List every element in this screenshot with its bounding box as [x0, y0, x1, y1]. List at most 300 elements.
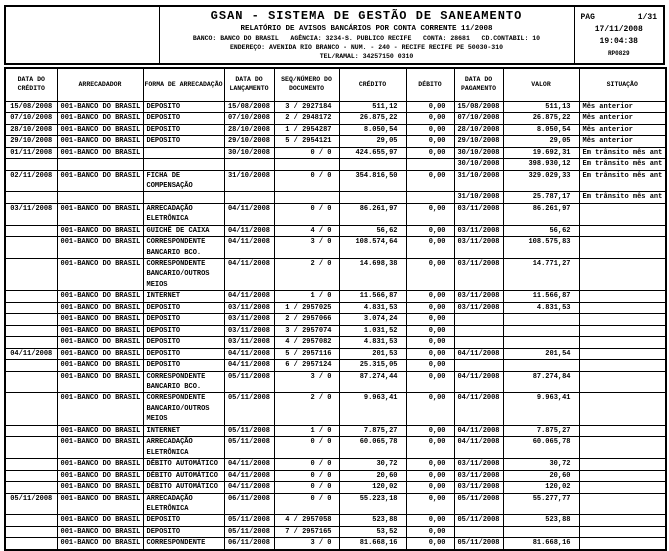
cell-situacao — [579, 515, 666, 527]
table-row — [5, 302, 666, 314]
cell-credito: 7.875,27 — [339, 425, 406, 437]
cell-data-pagamento: 30/10/2008 — [454, 159, 503, 171]
cell-seq-documento: 5 / 2957116 — [274, 348, 339, 360]
cell-credito: 424.655,97 — [339, 147, 406, 159]
cell-debito: 0,00 — [406, 482, 454, 494]
cell-debito — [406, 159, 454, 171]
cell-data-lancamento: 03/11/2008 — [224, 337, 274, 349]
cell-data-lancamento: 05/11/2008 — [224, 425, 274, 437]
cell-data-pagamento: 03/11/2008 — [454, 482, 503, 494]
table-row — [5, 147, 666, 159]
cell-credito: 29,05 — [339, 136, 406, 148]
cell-forma-arrecadacao: CORRESPONDENTE BANCARIO BCO. — [143, 237, 224, 259]
cell-data-lancamento: 04/11/2008 — [224, 291, 274, 303]
cell-forma-arrecadacao: DEPOSITO — [143, 101, 224, 113]
cell-valor: 86.261,97 — [503, 203, 579, 225]
cell-arrecadador: 001-BANCO DO BRASIL — [57, 124, 143, 136]
column-header-credito: CRÉDITO — [339, 68, 406, 101]
column-header-pagamento: DATA DO PAGAMENTO — [454, 68, 503, 101]
cell-credito: 53,52 — [339, 526, 406, 538]
cell-valor: 8.050,54 — [503, 124, 579, 136]
cell-forma-arrecadacao: CORRESPONDENTE — [143, 538, 224, 550]
cell-credito: 86.261,97 — [339, 203, 406, 225]
report-table — [4, 67, 667, 551]
cell-debito: 0,00 — [406, 101, 454, 113]
cell-seq-documento: 0 / 0 — [274, 493, 339, 515]
cell-data-lancamento — [224, 159, 274, 171]
cell-data-pagamento: 03/11/2008 — [454, 459, 503, 471]
cell-forma-arrecadacao: INTERNET — [143, 425, 224, 437]
cell-data-lancamento: 06/11/2008 — [224, 538, 274, 550]
table-row — [5, 124, 666, 136]
cell-arrecadador: 001-BANCO DO BRASIL — [57, 425, 143, 437]
cell-debito: 0,00 — [406, 515, 454, 527]
cell-forma-arrecadacao: DEPOSITO — [143, 136, 224, 148]
cell-valor: 7.875,27 — [503, 425, 579, 437]
cell-data-lancamento: 05/11/2008 — [224, 515, 274, 527]
cell-valor: 9.963,41 — [503, 393, 579, 425]
cell-debito: 0,00 — [406, 302, 454, 314]
cell-credito — [339, 192, 406, 204]
cell-forma-arrecadacao: FICHA DE COMPENSAÇÃO — [143, 170, 224, 192]
cell-situacao — [579, 291, 666, 303]
table-row — [5, 203, 666, 225]
cell-forma-arrecadacao: DEPOSITO — [143, 325, 224, 337]
cell-arrecadador: 001-BANCO DO BRASIL — [57, 113, 143, 125]
cell-credito: 25.315,05 — [339, 360, 406, 372]
cell-arrecadador: 001-BANCO DO BRASIL — [57, 237, 143, 259]
cell-data-lancamento: 31/10/2008 — [224, 170, 274, 192]
cell-data-credito: 01/11/2008 — [5, 147, 57, 159]
cell-seq-documento: 1 / 2954287 — [274, 124, 339, 136]
cell-forma-arrecadacao: GUICHÊ DE CAIXA — [143, 225, 224, 237]
cell-data-pagamento: 04/11/2008 — [454, 371, 503, 393]
cell-credito: 60.065,78 — [339, 437, 406, 459]
cell-credito: 11.566,87 — [339, 291, 406, 303]
cell-data-credito — [5, 159, 57, 171]
cell-situacao — [579, 348, 666, 360]
cell-situacao — [579, 459, 666, 471]
cell-seq-documento: 3 / 0 — [274, 538, 339, 550]
cell-data-lancamento: 07/10/2008 — [224, 113, 274, 125]
cell-situacao: Mês anterior — [579, 113, 666, 125]
cell-seq-documento: 2 / 0 — [274, 393, 339, 425]
cell-credito: 56,62 — [339, 225, 406, 237]
page-number: 1/31 — [637, 13, 657, 22]
cell-debito: 0,00 — [406, 470, 454, 482]
cell-arrecadador: 001-BANCO DO BRASIL — [57, 314, 143, 326]
cell-arrecadador: 001-BANCO DO BRASIL — [57, 437, 143, 459]
cell-data-credito — [5, 437, 57, 459]
table-row — [5, 314, 666, 326]
cell-data-lancamento: 15/08/2008 — [224, 101, 274, 113]
cell-data-pagamento: 04/11/2008 — [454, 437, 503, 459]
table-row — [5, 526, 666, 538]
cell-data-credito — [5, 337, 57, 349]
cell-debito: 0,00 — [406, 136, 454, 148]
cell-forma-arrecadacao: DÉBITO AUTOMÁTICO — [143, 459, 224, 471]
cell-debito: 0,00 — [406, 225, 454, 237]
cell-data-lancamento: 04/11/2008 — [224, 203, 274, 225]
cell-seq-documento: 0 / 0 — [274, 203, 339, 225]
print-time: 19:04:38 — [599, 37, 638, 46]
cell-data-credito — [5, 393, 57, 425]
cell-seq-documento: 3 / 2957074 — [274, 325, 339, 337]
cell-situacao: Em trânsito mês ant — [579, 192, 666, 204]
cell-seq-documento: 7 / 2957165 — [274, 526, 339, 538]
cell-credito: 8.050,54 — [339, 124, 406, 136]
cell-data-lancamento: 05/11/2008 — [224, 526, 274, 538]
cell-situacao — [579, 437, 666, 459]
cell-arrecadador: 001-BANCO DO BRASIL — [57, 482, 143, 494]
cell-situacao — [579, 425, 666, 437]
column-header-valor: VALOR — [503, 68, 579, 101]
cell-forma-arrecadacao: DEPOSITO — [143, 348, 224, 360]
cell-situacao — [579, 526, 666, 538]
cell-valor — [503, 360, 579, 372]
cell-forma-arrecadacao: ARRECADAÇÃO ELETRÔNICA — [143, 493, 224, 515]
table-row — [5, 325, 666, 337]
cell-data-pagamento: 03/11/2008 — [454, 470, 503, 482]
cell-data-pagamento: 31/10/2008 — [454, 192, 503, 204]
cell-data-lancamento: 04/11/2008 — [224, 258, 274, 290]
cell-credito: 55.223,18 — [339, 493, 406, 515]
table-row — [5, 371, 666, 393]
cell-credito: 3.074,24 — [339, 314, 406, 326]
cell-data-credito — [5, 515, 57, 527]
report-table-body — [5, 101, 666, 550]
cell-credito: 9.963,41 — [339, 393, 406, 425]
cell-data-pagamento: 04/11/2008 — [454, 425, 503, 437]
cell-arrecadador: 001-BANCO DO BRASIL — [57, 393, 143, 425]
cell-data-pagamento: 03/11/2008 — [454, 291, 503, 303]
table-row — [5, 459, 666, 471]
cell-data-pagamento: 04/11/2008 — [454, 348, 503, 360]
cell-data-credito — [5, 538, 57, 550]
report-header — [4, 5, 665, 65]
cell-forma-arrecadacao — [143, 159, 224, 171]
cell-debito: 0,00 — [406, 203, 454, 225]
cell-data-pagamento — [454, 526, 503, 538]
cell-valor — [503, 337, 579, 349]
cell-valor: 108.575,83 — [503, 237, 579, 259]
table-row — [5, 393, 666, 425]
cell-data-credito: 03/11/2008 — [5, 203, 57, 225]
cell-credito: 81.668,16 — [339, 538, 406, 550]
cell-data-pagamento: 05/11/2008 — [454, 493, 503, 515]
cell-credito: 30,72 — [339, 459, 406, 471]
cell-valor: 55.277,77 — [503, 493, 579, 515]
cell-seq-documento — [274, 192, 339, 204]
cell-arrecadador: 001-BANCO DO BRASIL — [57, 170, 143, 192]
cell-data-pagamento: 15/08/2008 — [454, 101, 503, 113]
cell-arrecadador: 001-BANCO DO BRASIL — [57, 291, 143, 303]
cell-seq-documento — [274, 159, 339, 171]
cell-data-credito: 15/08/2008 — [5, 101, 57, 113]
cell-credito: 4.831,53 — [339, 337, 406, 349]
cell-seq-documento: 1 / 0 — [274, 425, 339, 437]
cell-data-credito: 28/10/2008 — [5, 124, 57, 136]
cell-arrecadador: 001-BANCO DO BRASIL — [57, 325, 143, 337]
table-row — [5, 538, 666, 550]
cell-data-pagamento: 03/11/2008 — [454, 203, 503, 225]
cell-data-lancamento: 04/11/2008 — [224, 237, 274, 259]
table-row — [5, 348, 666, 360]
cell-data-credito — [5, 371, 57, 393]
cell-data-credito — [5, 291, 57, 303]
cell-credito: 120,02 — [339, 482, 406, 494]
cell-data-lancamento: 06/11/2008 — [224, 493, 274, 515]
cell-situacao — [579, 371, 666, 393]
column-header-situacao: SITUAÇÃO — [579, 68, 666, 101]
cell-forma-arrecadacao: CORRESPONDENTE BANCARIO BCO. — [143, 371, 224, 393]
report-table-head — [5, 68, 666, 101]
table-row — [5, 482, 666, 494]
cell-forma-arrecadacao: ARRECADAÇÃO ELETRÔNICA — [143, 203, 224, 225]
cell-valor: 398.930,12 — [503, 159, 579, 171]
cell-forma-arrecadacao: DÉBITO AUTOMÁTICO — [143, 470, 224, 482]
cell-debito: 0,00 — [406, 170, 454, 192]
cell-data-credito — [5, 425, 57, 437]
cell-arrecadador: 001-BANCO DO BRASIL — [57, 348, 143, 360]
cell-arrecadador — [57, 192, 143, 204]
cell-data-lancamento: 04/11/2008 — [224, 482, 274, 494]
cell-situacao — [579, 225, 666, 237]
cell-data-pagamento: 30/10/2008 — [454, 147, 503, 159]
cell-seq-documento: 5 / 2954121 — [274, 136, 339, 148]
cell-data-pagamento — [454, 360, 503, 372]
table-row — [5, 258, 666, 290]
cell-valor: 4.831,53 — [503, 302, 579, 314]
table-row — [5, 101, 666, 113]
cell-situacao: Em trânsito mês ant — [579, 159, 666, 171]
cell-data-credito — [5, 302, 57, 314]
cell-debito: 0,00 — [406, 237, 454, 259]
cell-data-credito — [5, 459, 57, 471]
cell-forma-arrecadacao: INTERNET — [143, 291, 224, 303]
cell-seq-documento: 2 / 2948172 — [274, 113, 339, 125]
cell-situacao — [579, 393, 666, 425]
cell-arrecadador: 001-BANCO DO BRASIL — [57, 147, 143, 159]
cell-forma-arrecadacao: DEPOSITO — [143, 337, 224, 349]
cell-arrecadador: 001-BANCO DO BRASIL — [57, 302, 143, 314]
cell-arrecadador: 001-BANCO DO BRASIL — [57, 258, 143, 290]
cell-debito: 0,00 — [406, 437, 454, 459]
column-header-lancamento: DATA DO LANÇAMENTO — [224, 68, 274, 101]
page-label: PAG — [580, 13, 595, 22]
cell-data-pagamento — [454, 325, 503, 337]
cell-situacao: Em trânsito mês ant — [579, 170, 666, 192]
phone-info: TEL/RAMAL: 34257150 0310 — [319, 53, 414, 60]
cell-valor: 523,88 — [503, 515, 579, 527]
header-meta-area — [574, 6, 664, 64]
cell-arrecadador: 001-BANCO DO BRASIL — [57, 459, 143, 471]
cell-debito: 0,00 — [406, 360, 454, 372]
cell-arrecadador: 001-BANCO DO BRASIL — [57, 515, 143, 527]
table-row — [5, 437, 666, 459]
column-header-forma: FORMA DE ARRECADAÇÃO — [143, 68, 224, 101]
table-row — [5, 113, 666, 125]
column-header-data-credito: DATA DO CRÉDITO — [5, 68, 57, 101]
cell-seq-documento: 0 / 0 — [274, 170, 339, 192]
cell-debito: 0,00 — [406, 526, 454, 538]
cell-data-lancamento: 03/11/2008 — [224, 325, 274, 337]
cell-data-credito — [5, 192, 57, 204]
address-info: ENDEREÇO: AVENIDA RIO BRANCO - NUM. - 240 - RECIFE RECIFE PE 50030-310 — [229, 44, 504, 51]
logo-area — [5, 6, 159, 64]
cell-valor — [503, 325, 579, 337]
table-row — [5, 136, 666, 148]
cell-data-pagamento: 28/10/2008 — [454, 124, 503, 136]
cell-data-lancamento: 03/11/2008 — [224, 302, 274, 314]
table-row — [5, 291, 666, 303]
cell-data-pagamento: 03/11/2008 — [454, 302, 503, 314]
cell-arrecadador: 001-BANCO DO BRASIL — [57, 337, 143, 349]
cell-valor: 25.787,17 — [503, 192, 579, 204]
header-title-area — [159, 6, 574, 64]
cell-valor: 19.692,31 — [503, 147, 579, 159]
cell-arrecadador: 001-BANCO DO BRASIL — [57, 493, 143, 515]
cell-credito: 87.274,44 — [339, 371, 406, 393]
cell-credito: 108.574,64 — [339, 237, 406, 259]
cell-data-credito: 29/10/2008 — [5, 136, 57, 148]
cell-situacao — [579, 360, 666, 372]
cell-valor: 11.566,87 — [503, 291, 579, 303]
cell-valor: 56,62 — [503, 225, 579, 237]
cell-debito: 0,00 — [406, 348, 454, 360]
table-row — [5, 470, 666, 482]
cell-debito: 0,00 — [406, 538, 454, 550]
cell-data-pagamento — [454, 314, 503, 326]
cell-credito: 1.031,52 — [339, 325, 406, 337]
column-header-arrecadador: ARRECADADOR — [57, 68, 143, 101]
cell-debito: 0,00 — [406, 291, 454, 303]
cell-debito: 0,00 — [406, 314, 454, 326]
cell-situacao — [579, 482, 666, 494]
cell-valor: 30,72 — [503, 459, 579, 471]
cell-data-lancamento: 04/11/2008 — [224, 348, 274, 360]
table-row — [5, 493, 666, 515]
table-row — [5, 237, 666, 259]
cell-data-lancamento: 04/11/2008 — [224, 459, 274, 471]
cell-data-credito: 05/11/2008 — [5, 493, 57, 515]
cell-data-credito: 07/10/2008 — [5, 113, 57, 125]
cell-data-credito — [5, 360, 57, 372]
page-indicator — [581, 13, 658, 22]
cell-situacao — [579, 302, 666, 314]
cell-situacao: Mês anterior — [579, 101, 666, 113]
cell-situacao — [579, 337, 666, 349]
cell-debito: 0,00 — [406, 371, 454, 393]
cell-data-pagamento: 31/10/2008 — [454, 170, 503, 192]
cell-forma-arrecadacao: ARRECADAÇÃO ELETRÔNICA — [143, 437, 224, 459]
report-code: RP0829 — [607, 50, 630, 57]
table-row — [5, 515, 666, 527]
cell-arrecadador: 001-BANCO DO BRASIL — [57, 526, 143, 538]
cell-data-pagamento: 03/11/2008 — [454, 225, 503, 237]
cell-forma-arrecadacao: DEPOSITO — [143, 314, 224, 326]
cell-valor — [503, 526, 579, 538]
cell-credito: 14.698,38 — [339, 258, 406, 290]
cell-arrecadador: 001-BANCO DO BRASIL — [57, 470, 143, 482]
cell-credito: 354.816,50 — [339, 170, 406, 192]
cell-forma-arrecadacao: DEPOSITO — [143, 515, 224, 527]
page-subtitle: RELATÓRIO DE AVISOS BANCÁRIOS POR CONTA CORRENTE 11/2008 — [240, 25, 493, 33]
cell-credito: 4.831,53 — [339, 302, 406, 314]
cell-credito: 511,12 — [339, 101, 406, 113]
cell-situacao — [579, 470, 666, 482]
cell-data-credito — [5, 325, 57, 337]
cell-valor: 81.668,16 — [503, 538, 579, 550]
cell-situacao: Mês anterior — [579, 124, 666, 136]
cell-debito: 0,00 — [406, 258, 454, 290]
cell-data-credito: 04/11/2008 — [5, 348, 57, 360]
cell-data-lancamento: 05/11/2008 — [224, 371, 274, 393]
cell-data-lancamento — [224, 192, 274, 204]
cell-situacao — [579, 493, 666, 515]
bank-info: BANCO: BANCO DO BRASIL AGÊNCIA: 3234-S. PUBLICO RECIFE CONTA: 28681 CD.CONTABIL: 10 — [192, 35, 541, 42]
cell-seq-documento: 1 / 2957025 — [274, 302, 339, 314]
table-row — [5, 192, 666, 204]
cell-forma-arrecadacao — [143, 192, 224, 204]
cell-arrecadador — [57, 159, 143, 171]
cell-data-credito — [5, 470, 57, 482]
cell-seq-documento: 3 / 2927184 — [274, 101, 339, 113]
cell-forma-arrecadacao: DEPOSITO — [143, 360, 224, 372]
cell-data-pagamento: 07/10/2008 — [454, 113, 503, 125]
cell-forma-arrecadacao: DEPOSITO — [143, 526, 224, 538]
cell-credito: 523,88 — [339, 515, 406, 527]
cell-seq-documento: 2 / 0 — [274, 258, 339, 290]
cell-forma-arrecadacao: DEPOSITO — [143, 124, 224, 136]
cell-arrecadador: 001-BANCO DO BRASIL — [57, 225, 143, 237]
cell-seq-documento: 4 / 2957058 — [274, 515, 339, 527]
cell-data-credito — [5, 526, 57, 538]
cell-debito: 0,00 — [406, 493, 454, 515]
cell-debito: 0,00 — [406, 393, 454, 425]
cell-situacao — [579, 203, 666, 225]
cell-data-credito — [5, 225, 57, 237]
cell-data-credito — [5, 258, 57, 290]
cell-debito: 0,00 — [406, 337, 454, 349]
cell-situacao: Em trânsito mês ant — [579, 147, 666, 159]
cell-valor: 201,54 — [503, 348, 579, 360]
cell-credito: 26.875,22 — [339, 113, 406, 125]
cell-valor: 20,60 — [503, 470, 579, 482]
table-row — [5, 337, 666, 349]
cell-seq-documento: 3 / 0 — [274, 237, 339, 259]
cell-data-credito — [5, 237, 57, 259]
column-header-debito: DÉBITO — [406, 68, 454, 101]
cell-situacao — [579, 237, 666, 259]
cell-data-lancamento: 04/11/2008 — [224, 360, 274, 372]
cell-valor: 120,02 — [503, 482, 579, 494]
cell-valor: 87.274,84 — [503, 371, 579, 393]
cell-data-credito — [5, 482, 57, 494]
cell-forma-arrecadacao — [143, 147, 224, 159]
cell-debito: 0,00 — [406, 425, 454, 437]
cell-arrecadador: 001-BANCO DO BRASIL — [57, 101, 143, 113]
cell-debito: 0,00 — [406, 147, 454, 159]
cell-arrecadador: 001-BANCO DO BRASIL — [57, 203, 143, 225]
cell-debito: 0,00 — [406, 325, 454, 337]
cell-situacao — [579, 258, 666, 290]
cell-credito: 20,60 — [339, 470, 406, 482]
cell-data-lancamento: 04/11/2008 — [224, 225, 274, 237]
cell-debito: 0,00 — [406, 459, 454, 471]
cell-seq-documento: 2 / 2957066 — [274, 314, 339, 326]
cell-valor: 26.875,22 — [503, 113, 579, 125]
